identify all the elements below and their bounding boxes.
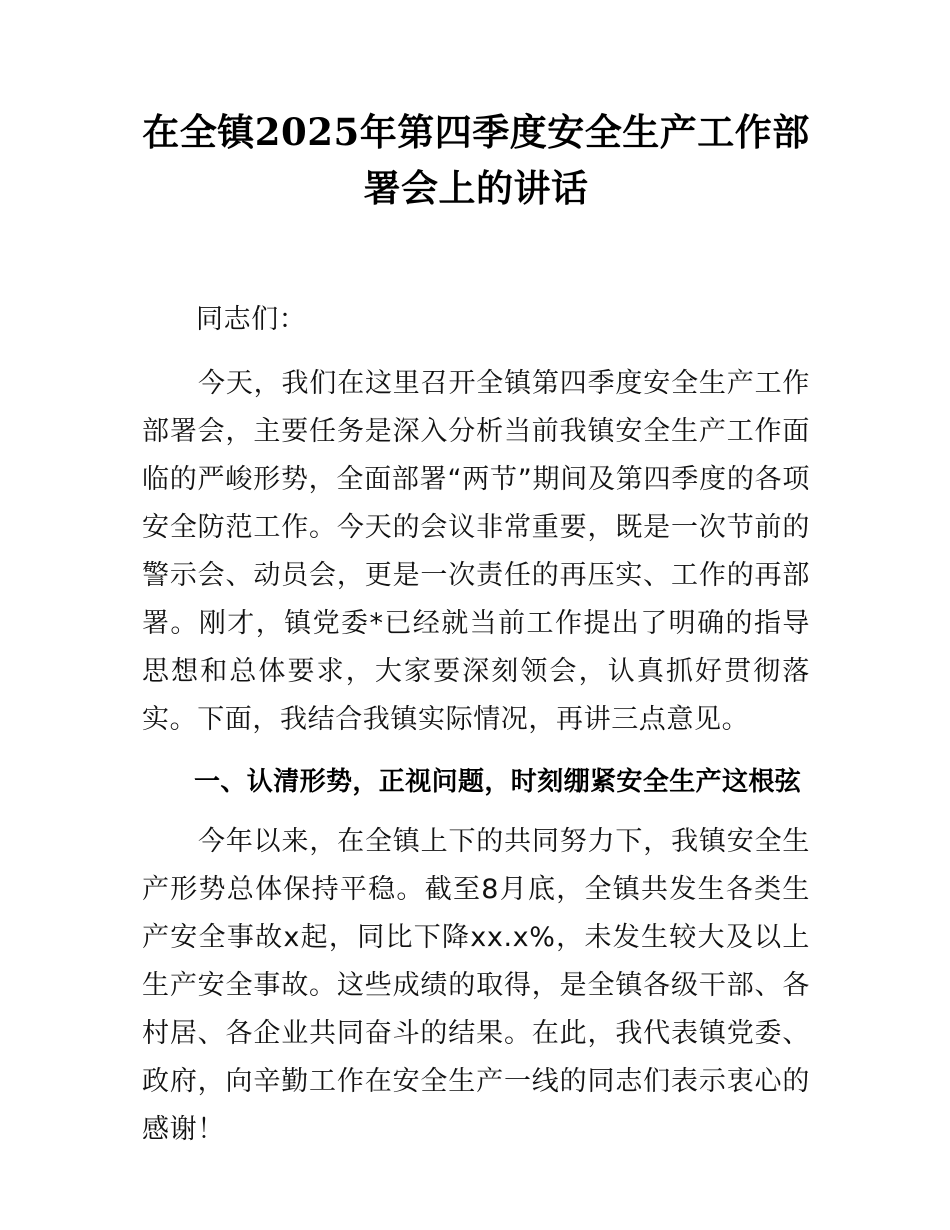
paragraph-section-one-body: 今年以来，在全镇上下的共同努力下，我镇安全生产形势总体保持平稳。截至8月底，全镇共发生各类生产安全事故x起，同比下降xx.x%，未发生较大及以上生产安全事故。这些成绩的取得，是全镇各级干部、各村居、各企业共同奋斗的结果。在此，我代表镇党委、政府，向辛勤工作在安全生产一线的同志们表示衷心的感谢！: [142, 826, 810, 1145]
section-heading-one: 一、认清形势，正视问题，时刻绷紧安全生产这根弦: [194, 767, 802, 797]
salutation-line: 同志们：: [196, 304, 307, 335]
document-body: [142, 296, 810, 1154]
document-title: 在全镇2025年第四季度安全生产工作部署会上的讲话: [142, 110, 810, 210]
paragraph-intro: 今天，我们在这里召开全镇第四季度安全生产工作部署会，主要任务是深入分析当前我镇安全生产工作面临的严峻形势，全面部署“两节”期间及第四季度的各项安全防范工作。今天的会议非常重要，既是一次节前的警示会、动员会，更是一次责任的再压实、工作的再部署。刚才，镇党委*已经就当前工作提出了明确的指导思想和总体要求，大家要深刻领会，认真抓好贯彻落实。下面，我结合我镇实际情况，再讲三点意见。: [142, 368, 810, 735]
